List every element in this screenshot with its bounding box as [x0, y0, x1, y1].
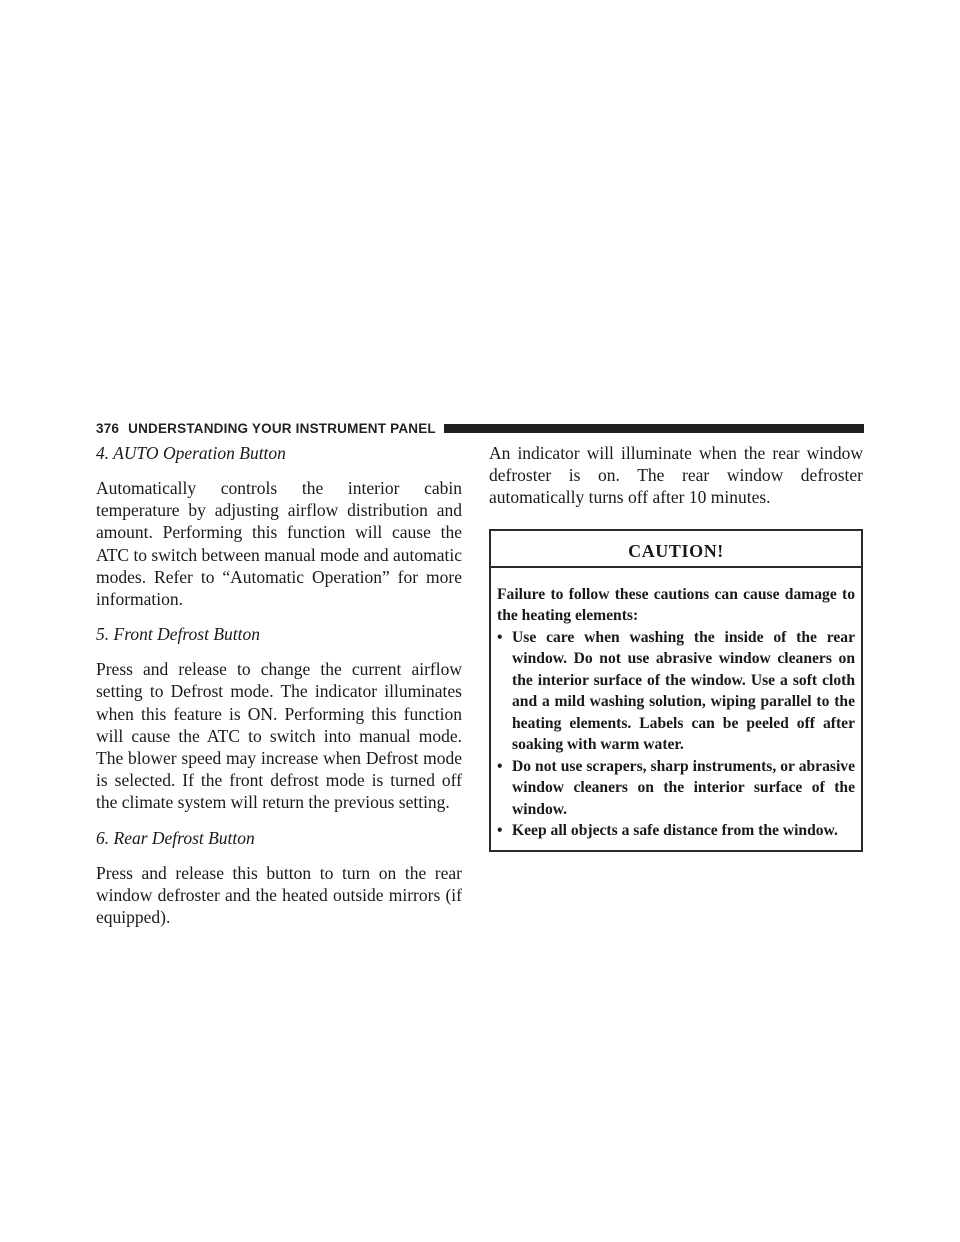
- section-body: Press and release this button to turn on the rear window defroster and the heated outside mirrors (if equipped).: [96, 862, 462, 928]
- caution-item: [497, 756, 855, 821]
- section-heading: 5. Front Defrost Button: [96, 624, 260, 645]
- caution-intro: Failure to follow these cautions can cause damage to the heating elements:: [497, 585, 855, 625]
- section-front-defrost: [96, 623, 462, 813]
- caution-list: [497, 627, 855, 842]
- caution-item: [497, 820, 855, 842]
- caution-item-text: Use care when washing the inside of the rear window. Do not use abrasive window cleaners on the interior surface of the window. Use a soft cloth and a mild washing solution, wiping parallel to the heating elements. Labels can be peeled off after soaking with warm water.: [512, 628, 855, 754]
- caution-item-text: Do not use scrapers, sharp instruments, or abrasive window cleaners on the interior surface of the window.: [512, 757, 855, 818]
- section-auto-operation: [96, 442, 462, 610]
- caution-body: [491, 568, 861, 850]
- bullet-icon: •: [497, 757, 503, 775]
- section-body: Automatically controls the interior cabin temperature by adjusting airflow distribution and amount. Performing this function will cause the ATC to switch between manual mode and automatic modes. Refer to “Automatic Operation” for more information.: [96, 478, 462, 610]
- caution-title: CAUTION!: [491, 531, 861, 568]
- left-column: [96, 442, 462, 941]
- bullet-icon: •: [497, 628, 503, 646]
- section-heading: 6. Rear Defrost Button: [96, 827, 255, 848]
- section-title: UNDERSTANDING YOUR INSTRUMENT PANEL: [128, 420, 436, 436]
- page-number: 376: [96, 420, 120, 436]
- section-body: Press and release to change the current airflow setting to Defrost mode. The indicator illuminates when this feature is ON. Performing this function will cause the ATC to switch into manual mode. The blower speed may increase when Defrost mode is selected. If the front defrost mode is turned off the climate system will return the previous setting.: [96, 659, 462, 813]
- right-column: [489, 442, 863, 852]
- continued-paragraph: An indicator will illuminate when the rear window defroster is on. The rear window defroster automatically turns off after 10 minutes.: [489, 443, 863, 508]
- caution-item: [497, 627, 855, 756]
- caution-box: [489, 529, 863, 852]
- section-heading: 4. AUTO Operation Button: [96, 443, 286, 463]
- section-rear-defrost: [96, 827, 462, 929]
- caution-item-text: Keep all objects a safe distance from the window.: [512, 822, 838, 840]
- bullet-icon: •: [497, 822, 503, 840]
- header-rule: [444, 424, 864, 433]
- page-header: [96, 418, 864, 438]
